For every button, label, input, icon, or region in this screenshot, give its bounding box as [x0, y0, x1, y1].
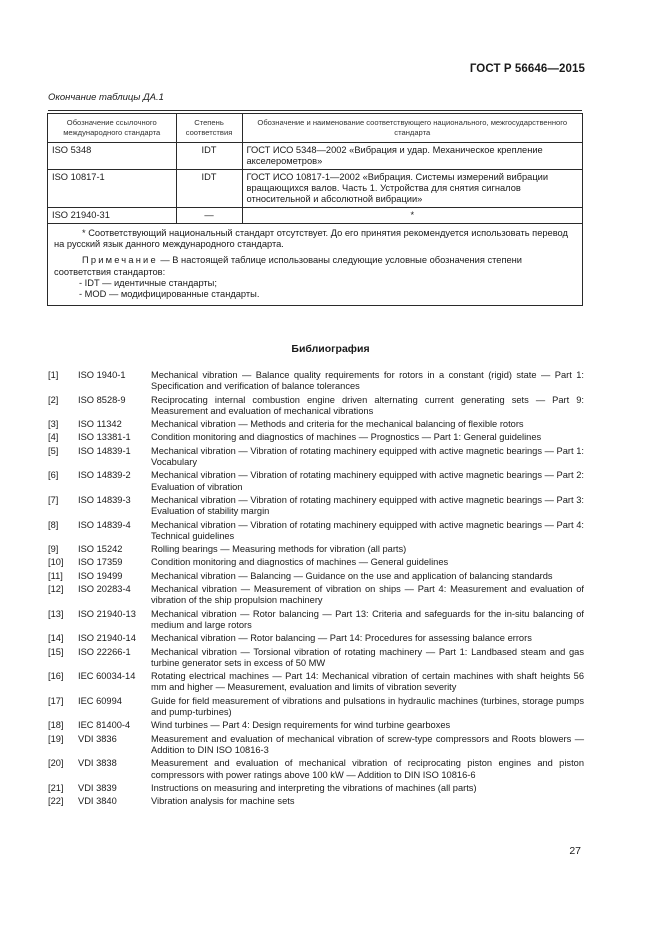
bibliography-entry — [48, 783, 584, 794]
entry-title: Measurement and evaluation of mechanical vibration of screw-type compressors and Roots blowers — Addition to DIN ISO 10816-3 — [151, 733, 584, 755]
note-item: - IDT — идентичные стандарты; — [79, 277, 217, 288]
entry-title: Mechanical vibration — Balancing — Guidance on the use and application of balancing standards — [151, 570, 553, 581]
column-header-national: Обозначение и наименование соответствующего национального, межгосударственного стандарта — [242, 114, 582, 143]
bibliography-entry — [48, 633, 584, 644]
bibliography-entry — [48, 446, 584, 469]
bibliography-entry — [48, 796, 584, 807]
entry-number: [14] — [48, 633, 64, 644]
bibliography-entry — [48, 720, 584, 731]
table-row — [48, 208, 582, 224]
bibliography-entry — [48, 557, 584, 568]
entry-number: [19] — [48, 733, 64, 744]
entry-code: IEC 60994 — [78, 695, 122, 706]
entry-title: Rotating electrical machines — Part 14: Mechanical vibration of certain machines with shaft heights 56 mm and higher — Measurement, evaluation and limits of vibration severity — [151, 671, 584, 693]
reference-table — [47, 113, 583, 306]
entry-code: ISO 22266-1 — [78, 646, 131, 657]
bibliography-entry — [48, 495, 584, 518]
entry-title: Mechanical vibration — Vibration of rotating machinery equipped with active magnetic bearings — Part 4: Technical guidelines — [151, 519, 584, 541]
table-notes — [48, 224, 582, 305]
entry-code: IEC 60034-14 — [78, 671, 136, 682]
bibliography-entry — [48, 520, 584, 543]
entry-title: Reciprocating internal combustion engine driven alternating current generating sets — Part 9: Measurement and evaluation of mechanical vibrations — [151, 394, 584, 416]
entry-title: Mechanical vibration — Vibration of rotating machinery equipped with active magnetic bearings — Part 3: Evaluation of stability margin — [151, 494, 584, 517]
cell-national: * — [242, 208, 582, 224]
entry-code: VDI 3840 — [78, 796, 117, 807]
column-header-ref: Обозначение ссылочного международного стандарта — [48, 114, 176, 143]
entry-number: [10] — [48, 557, 64, 568]
entry-code: ISO 15242 — [78, 544, 123, 555]
entry-title: Condition monitoring and diagnostics of machines — Prognostics — Part 1: General guidelines — [151, 432, 542, 443]
entry-code: VDI 3838 — [78, 758, 117, 769]
entry-code: ISO 13381-1 — [78, 432, 131, 443]
entry-number: [13] — [48, 608, 64, 619]
entry-number: [3] — [48, 419, 59, 430]
entry-code: ISO 1940-1 — [78, 370, 126, 380]
entry-number: [18] — [48, 720, 64, 731]
entry-title: Mechanical vibration — Vibration of rotating machinery equipped with active magnetic bearings — Part 1: Vocabulary — [151, 445, 584, 468]
bibliography-entry — [48, 419, 584, 430]
standard-code: ГОСТ Р 56646—2015 — [469, 63, 585, 75]
entry-title: Condition monitoring and diagnostics of machines — General guidelines — [151, 557, 449, 568]
entry-code: IEC 81400-4 — [78, 720, 131, 731]
note-item: - MOD — модифицированные стандарты. — [79, 289, 260, 300]
entry-title: Vibration analysis for machine sets — [151, 796, 295, 807]
entry-number: [6] — [48, 470, 59, 481]
table-footnote: * Соответствующий национальный стандарт отсутствует. До его принятия рекомендуется использовать перевод на русский язык данного международного стандарта. — [54, 228, 568, 250]
bibliography-entry — [48, 470, 584, 493]
bibliography-entry — [48, 571, 584, 582]
bibliography-entry — [48, 696, 584, 719]
entry-code: ISO 8528-9 — [78, 394, 126, 405]
bibliography-entry — [48, 370, 584, 393]
bibliography-entry — [48, 758, 584, 781]
entry-number: [15] — [48, 646, 64, 657]
entry-title: Rolling bearings — Measuring methods for vibration (all parts) — [151, 544, 407, 555]
entry-number: [1] — [48, 370, 59, 380]
entry-title: Mechanical vibration — Measurement of vibration on ships — Part 4: Measurement and evaluation of vibration of the ship propulsion machinery — [151, 584, 584, 606]
table-row — [48, 170, 582, 208]
entry-title: Mechanical vibration — Rotor balancing — Part 14: Procedures for assessing balance errors — [151, 633, 532, 644]
entry-number: [12] — [48, 584, 64, 595]
table-header-row — [48, 114, 582, 143]
cell-ref: ISO 21940-31 — [48, 208, 176, 224]
entry-number: [4] — [48, 432, 59, 443]
cell-degree: IDT — [176, 170, 242, 208]
entry-title: Mechanical vibration — Rotor balancing — Part 13: Criteria and safeguards for the in-situ balancing of medium and large rotors — [151, 608, 584, 630]
reference-table-grid — [48, 114, 582, 224]
entry-title: Measurement and evaluation of mechanical vibration of reciprocating piston engines and piston compressors with power ratings above 100 kW — Addition to DIN ISO 10816-6 — [151, 758, 584, 780]
entry-code: VDI 3839 — [78, 782, 117, 793]
entry-title: Mechanical vibration — Torsional vibration of rotating machinery — Part 1: Landbased steam and gas turbine generator sets in excess of 50 MW — [151, 646, 584, 668]
bibliography-entry — [48, 671, 584, 694]
bibliography-list — [48, 370, 584, 809]
bibliography-entry — [48, 734, 584, 757]
entry-number: [8] — [48, 519, 59, 530]
note-label: Примечание — [82, 255, 158, 266]
cell-degree: — — [176, 208, 242, 224]
entry-title: Mechanical vibration — Balance quality requirements for rotors in a constant (rigid) state — Part 1: Specification and verification of balance tolerances — [151, 370, 584, 392]
bibliography-entry — [48, 647, 584, 670]
entry-code: ISO 14839-3 — [78, 494, 131, 505]
entry-number: [22] — [48, 796, 64, 807]
cell-national: ГОСТ ИСО 5348—2002 «Вибрация и удар. Механическое крепление акселерометров» — [242, 143, 582, 170]
page-number: 27 — [569, 845, 581, 857]
entry-title: Guide for field measurement of vibrations and pulsations in hydraulic machines (turbines, storage pumps and pump-turbines) — [151, 695, 584, 718]
entry-code: ISO 11342 — [78, 419, 122, 430]
entry-number: [17] — [48, 695, 64, 706]
bibliography-entry — [48, 544, 584, 555]
entry-number: [9] — [48, 544, 59, 555]
table-caption: Окончание таблицы ДА.1 — [48, 92, 164, 103]
entry-number: [2] — [48, 394, 59, 405]
entry-number: [11] — [48, 570, 63, 581]
entry-number: [21] — [48, 782, 64, 793]
bibliography-entry — [48, 395, 584, 418]
entry-number: [20] — [48, 758, 64, 769]
entry-code: ISO 21940-13 — [78, 608, 136, 619]
bibliography-entry — [48, 584, 584, 607]
entry-title: Mechanical vibration — Methods and criteria for the mechanical balancing of flexible rotors — [151, 419, 524, 430]
bibliography-entry — [48, 609, 584, 632]
entry-code: ISO 20283-4 — [78, 584, 131, 595]
column-header-degree: Степень соответствия — [176, 114, 242, 143]
entry-title: Wind turbines — Part 4: Design requirements for wind turbine gearboxes — [151, 720, 451, 731]
entry-code: ISO 17359 — [78, 557, 123, 568]
cell-degree: IDT — [176, 143, 242, 170]
bibliography-title: Библиография — [291, 343, 370, 355]
note-text: — В настоящей таблице использованы следующие условные обозначения степени соответствия стандартов: — [54, 255, 522, 277]
entry-code: ISO 21940-14 — [78, 633, 136, 644]
entry-code: VDI 3836 — [78, 733, 117, 744]
entry-code: ISO 14839-4 — [78, 519, 131, 530]
entry-number: [7] — [48, 494, 59, 505]
cell-ref: ISO 10817-1 — [48, 170, 176, 208]
entry-number: [5] — [48, 445, 59, 456]
entry-code: ISO 14839-2 — [78, 470, 131, 481]
table-row — [48, 143, 582, 170]
cell-ref: ISO 5348 — [48, 143, 176, 170]
entry-code: ISO 14839-1 — [78, 445, 131, 456]
entry-title: Instructions on measuring and interpreting the vibrations of machines (all parts) — [151, 782, 477, 793]
entry-code: ISO 19499 — [78, 570, 123, 581]
entry-title: Mechanical vibration — Vibration of rotating machinery equipped with active magnetic bearings — Part 2: Evaluation of vibration — [151, 470, 584, 492]
cell-national: ГОСТ ИСО 10817-1—2002 «Вибрация. Системы измерений вибрации вращающихся валов. Часть 1. Устройства для снятия сигналов относительной и абсолютной вибрации» — [242, 170, 582, 208]
bibliography-entry — [48, 432, 584, 443]
table-note — [54, 255, 576, 277]
entry-number: [16] — [48, 671, 64, 682]
